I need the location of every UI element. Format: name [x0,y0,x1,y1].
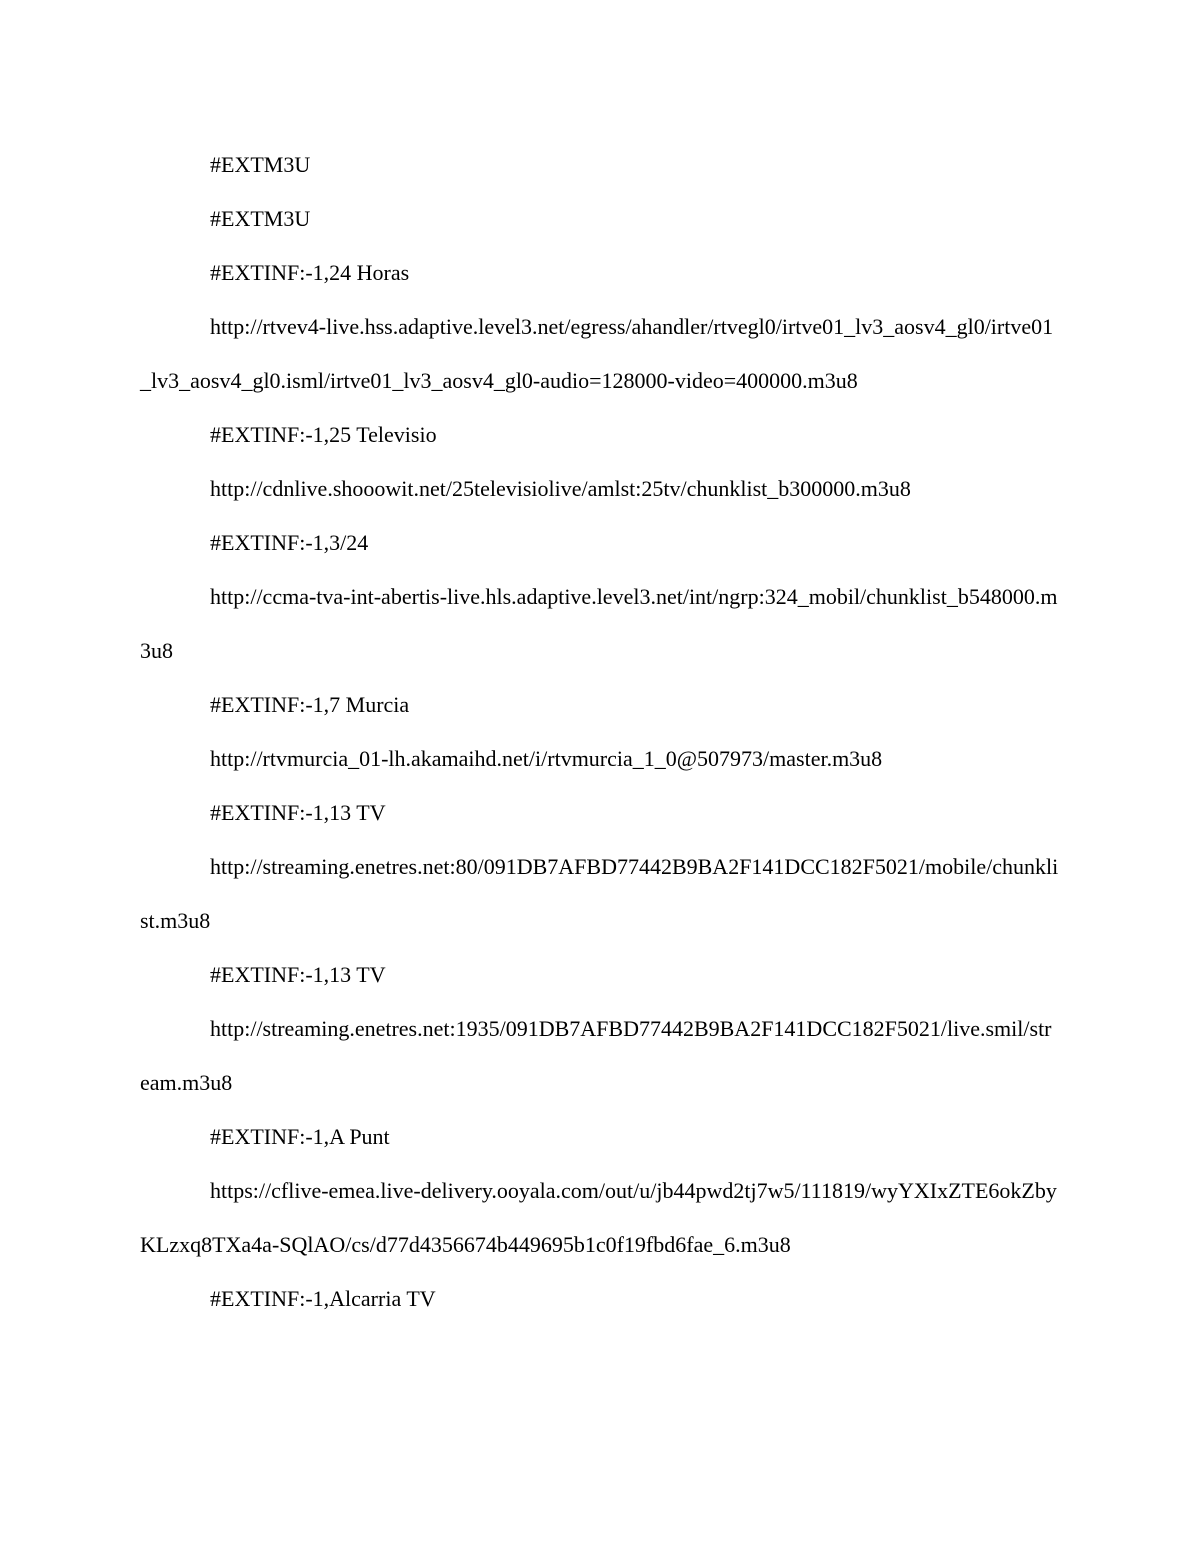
stream-url: http://streaming.enetres.net:80/091DB7AFBD77442B9BA2F141DCC182F5021/mobile/chunklist.m3u8 [140,854,1059,933]
stream-url: http://rtvev4-live.hss.adaptive.level3.net/egress/ahandler/rtvegl0/irtve01_lv3_aosv4_gl0/irtve01_lv3_aosv4_gl0.isml/irtve01_lv3_aosv4_gl0-audio=128000-video=400000.m3u8 [140,314,1054,393]
channel-entry: #EXTINF:-1,3/24 [210,530,369,555]
stream-url: http://cdnlive.shooowit.net/25televisiolive/amlst:25tv/chunklist_b300000.m3u8 [210,476,911,501]
channel-entry: #EXTINF:-1,24 Horas [210,260,410,285]
document-body [140,138,1060,1326]
stream-url: http://streaming.enetres.net:1935/091DB7AFBD77442B9BA2F141DCC182F5021/live.smil/stream.m3u8 [140,1016,1052,1095]
playlist-header: #EXTM3U [210,206,311,231]
stream-url: http://rtvmurcia_01-lh.akamaihd.net/i/rtvmurcia_1_0@507973/master.m3u8 [210,746,883,771]
channel-entry: #EXTINF:-1,7 Murcia [210,692,410,717]
channel-entry: #EXTINF:-1,Alcarria TV [210,1286,436,1311]
stream-url: https://cflive-emea.live-delivery.ooyala.com/out/u/jb44pwd2tj7w5/111819/wyYXIxZTE6okZbyKLzxq8TXa4a-SQlAO/cs/d77d4356674b449695b1c0f19fbd6fae_6.m3u8 [140,1178,1057,1257]
channel-entry: #EXTINF:-1,13 TV [210,800,386,825]
channel-entry: #EXTINF:-1,25 Televisio [210,422,437,447]
channel-entry: #EXTINF:-1,A Punt [210,1124,390,1149]
stream-url: http://ccma-tva-int-abertis-live.hls.adaptive.level3.net/int/ngrp:324_mobil/chunklist_b548000.m3u8 [140,584,1058,663]
channel-entry: #EXTINF:-1,13 TV [210,962,386,987]
playlist-header: #EXTM3U [210,152,311,177]
